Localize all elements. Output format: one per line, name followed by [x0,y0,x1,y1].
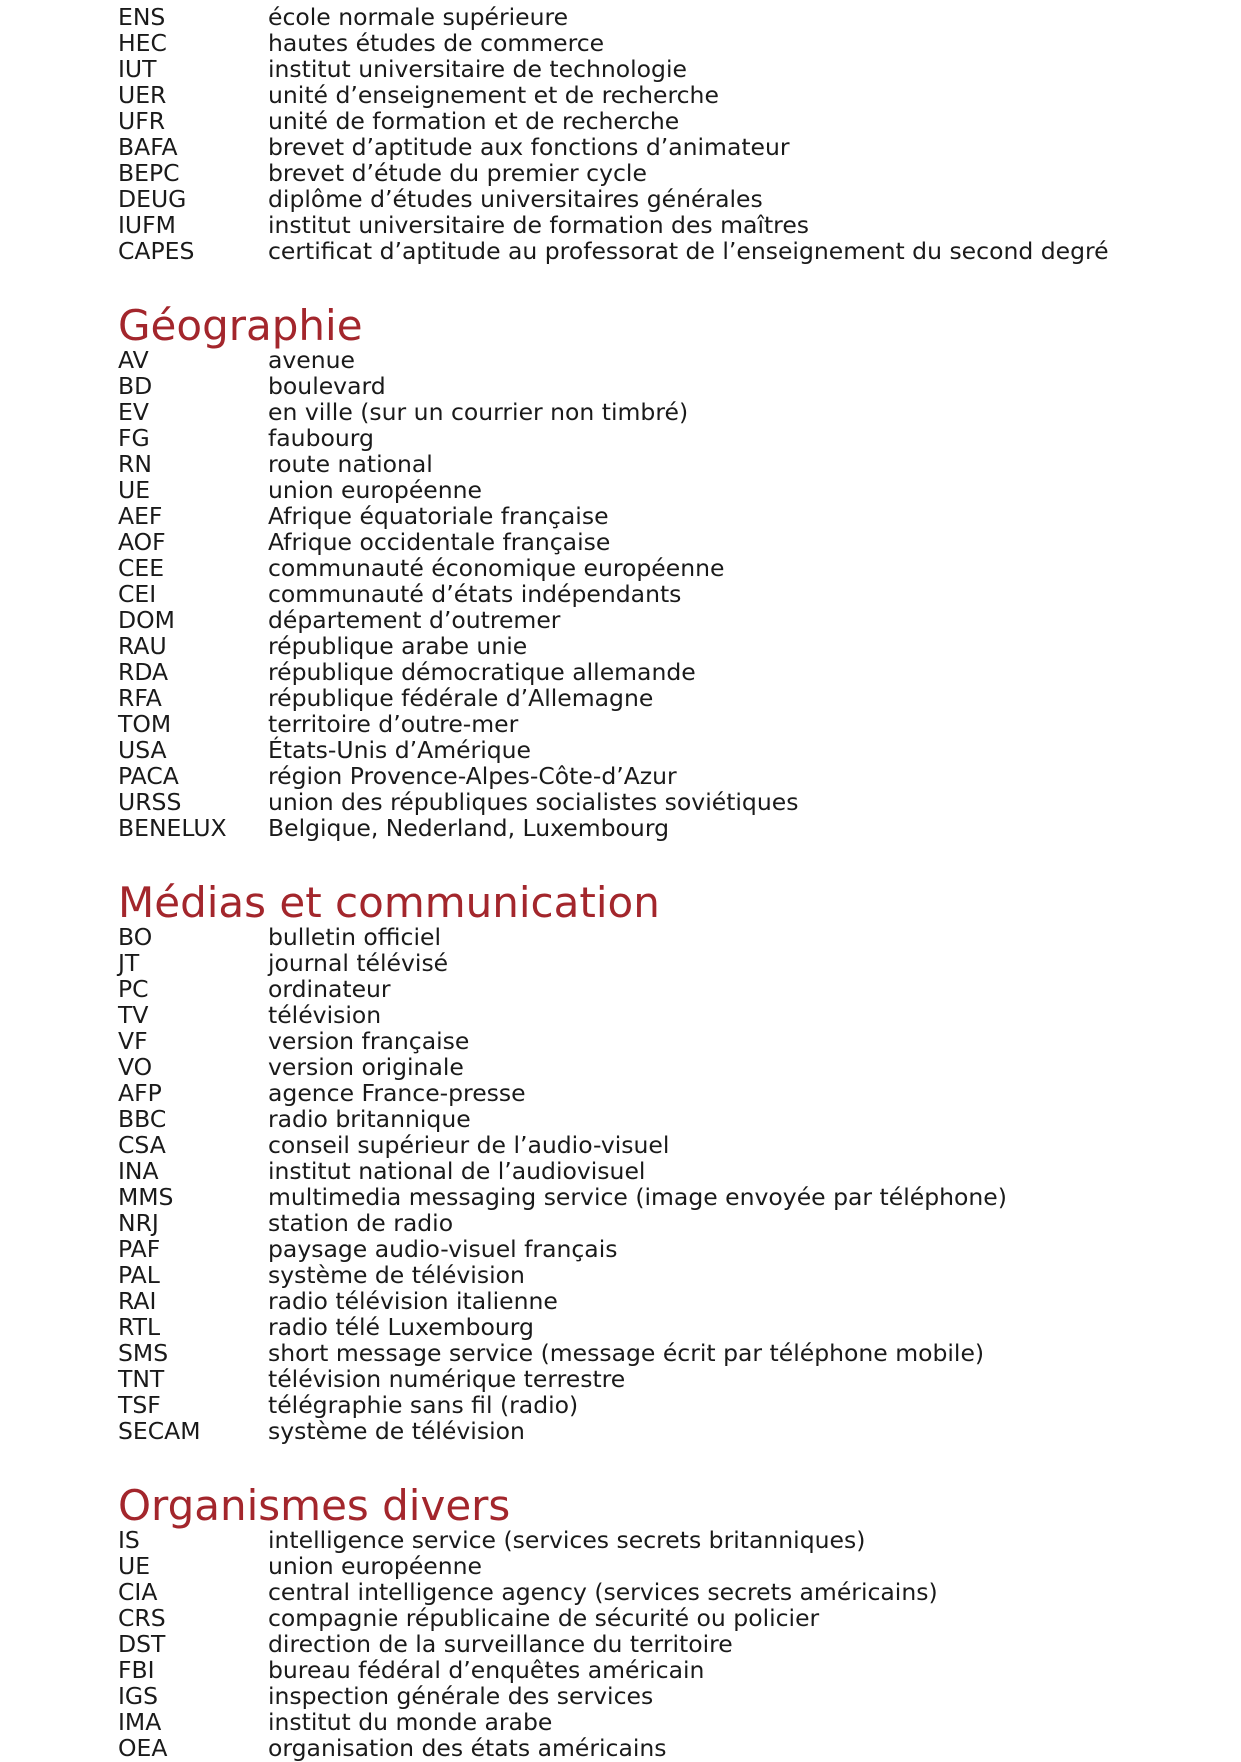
abbreviation: AV [118,346,149,374]
abbreviation-row [118,529,1218,555]
definition: union européenne [268,1552,483,1580]
abbreviation: OEA [118,1734,168,1762]
definition: brevet d’aptitude aux fonctions d’animateur [268,133,790,161]
abbreviation: VO [118,1053,153,1081]
definition: paysage audio-visuel français [268,1235,618,1263]
abbreviation: FBI [118,1656,155,1684]
definition: république arabe unie [268,632,528,660]
section-heading: Organismes divers [118,1481,511,1530]
abbreviation-row [118,815,1218,841]
abbreviation-row [118,1184,1218,1210]
definition: compagnie républicaine de sécurité ou policier [268,1604,820,1632]
definition: union européenne [268,476,483,504]
definition: bulletin officiel [268,923,441,951]
abbreviation-row [118,659,1218,685]
abbreviation-row [118,1002,1218,1028]
abbreviation: BD [118,372,153,400]
definition: version originale [268,1053,464,1081]
abbreviation: HEC [118,29,167,57]
abbreviation: RAI [118,1287,157,1315]
abbreviation: USA [118,736,167,764]
abbreviation-row [118,976,1218,1002]
definition: unité d’enseignement et de recherche [268,81,719,109]
section [118,878,1218,1445]
definition: boulevard [268,372,386,400]
abbreviation: TNT [118,1365,165,1393]
definition: institut national de l’audiovisuel [268,1157,646,1185]
abbreviation: AFP [118,1079,162,1107]
abbreviation: RTL [118,1313,161,1341]
abbreviation: SMS [118,1339,169,1367]
abbreviation: IS [118,1526,140,1554]
abbreviation: JT [118,949,140,977]
abbreviation: DST [118,1630,166,1658]
abbreviation: BENELUX [118,814,227,842]
abbreviation-row [118,1418,1218,1444]
definition: diplôme d’études universitaires générales [268,185,763,213]
abbreviation: DEUG [118,185,187,213]
abbreviation: CRS [118,1604,166,1632]
abbreviation-row [118,1735,1218,1761]
definition: direction de la surveillance du territoire [268,1630,733,1658]
abbreviation-row [118,737,1218,763]
abbreviation: CSA [118,1131,166,1159]
definition: station de radio [268,1209,454,1237]
definition: conseil supérieur de l’audio-visuel [268,1131,670,1159]
abbreviation-row [118,711,1218,737]
abbreviation: TOM [118,710,172,738]
abbreviation-row [118,1158,1218,1184]
abbreviation-row [118,1028,1218,1054]
abbreviation: BO [118,923,153,951]
abbreviation-row [118,1579,1218,1605]
abbreviation-row [118,685,1218,711]
abbreviation-row [118,789,1218,815]
section [118,1481,1218,1762]
definition: république démocratique allemande [268,658,696,686]
abbreviation: ENS [118,3,166,31]
abbreviation-row [118,1631,1218,1657]
abbreviation: CIA [118,1578,158,1606]
abbreviation-row [118,82,1218,108]
abbreviation-row [118,425,1218,451]
abbreviation: UFR [118,107,166,135]
abbreviation-row [118,1527,1218,1553]
definition: école normale supérieure [268,3,569,31]
abbreviation: UE [118,1552,151,1580]
definition: système de télévision [268,1261,525,1289]
definition: institut du monde arabe [268,1708,553,1736]
abbreviation-row [118,451,1218,477]
definition: route national [268,450,433,478]
abbreviation-row [118,1132,1218,1158]
abbreviation: IMA [118,1708,162,1736]
abbreviation-row [118,581,1218,607]
definition: hautes études de commerce [268,29,605,57]
definition: unité de formation et de recherche [268,107,680,135]
abbreviation: BAFA [118,133,178,161]
abbreviation: IUFM [118,211,176,239]
abbreviation: DOM [118,606,175,634]
abbreviation-row [118,373,1218,399]
section-heading: Géographie [118,301,363,350]
definition: territoire d’outre-mer [268,710,519,738]
definition: Afrique équatoriale française [268,502,609,530]
abbreviation-row [118,238,1218,264]
abbreviation: RAU [118,632,167,660]
definition: faubourg [268,424,374,452]
definition: communauté économique européenne [268,554,725,582]
abbreviation: IUT [118,55,157,83]
abbreviation-row [118,1605,1218,1631]
definition: région Provence-Alpes-Côte-d’Azur [268,762,677,790]
definition: organisation des états américains [268,1734,667,1762]
definition: Belgique, Nederland, Luxembourg [268,814,669,842]
abbreviation-row [118,186,1218,212]
abbreviation: RFA [118,684,162,712]
abbreviation-row [118,1683,1218,1709]
abbreviation: PAL [118,1261,160,1289]
abbreviation: RN [118,450,152,478]
definition: intelligence service (services secrets britanniques) [268,1526,866,1554]
definition: central intelligence agency (services secrets américains) [268,1578,938,1606]
definition: union des républiques socialistes soviétiques [268,788,799,816]
abbreviation-row [118,30,1218,56]
abbreviation: TV [118,1001,149,1029]
section [118,4,1218,264]
definition: certificat d’aptitude au professorat de l’enseignement du second degré [268,237,1109,265]
definition: institut universitaire de technologie [268,55,687,83]
definition: Afrique occidentale française [268,528,611,556]
definition: États-Unis d’Amérique [268,736,532,764]
abbreviation-row [118,4,1218,30]
abbreviation-row [118,1210,1218,1236]
abbreviation-row [118,1553,1218,1579]
definition: république fédérale d’Allemagne [268,684,654,712]
definition: système de télévision [268,1417,525,1445]
definition: radio britannique [268,1105,471,1133]
definition: radio télé Luxembourg [268,1313,534,1341]
abbreviation-row [118,1080,1218,1106]
section-heading: Médias et communication [118,878,660,927]
abbreviation: CAPES [118,237,195,265]
abbreviation-row [118,347,1218,373]
abbreviation-row [118,399,1218,425]
definition: ordinateur [268,975,391,1003]
definition: agence France-presse [268,1079,526,1107]
abbreviation-row [118,212,1218,238]
definition: en ville (sur un courrier non timbré) [268,398,689,426]
abbreviation-row [118,503,1218,529]
definition: multimedia messaging service (image envoyée par téléphone) [268,1183,1007,1211]
abbreviation: FG [118,424,150,452]
abbreviation: SECAM [118,1417,201,1445]
definition: brevet d’étude du premier cycle [268,159,647,187]
definition: avenue [268,346,356,374]
abbreviation-row [118,1392,1218,1418]
definition: télévision [268,1001,382,1029]
abbreviation-row [118,1262,1218,1288]
abbreviation-row [118,56,1218,82]
abbreviation-row [118,1236,1218,1262]
abbreviation-row [118,477,1218,503]
abbreviation-row [118,950,1218,976]
abbreviation: UER [118,81,167,109]
definition: communauté d’états indépendants [268,580,682,608]
definition: version française [268,1027,470,1055]
definition: bureau fédéral d’enquêtes américain [268,1656,705,1684]
abbreviation-row [118,763,1218,789]
abbreviation-row [118,1288,1218,1314]
definition: inspection générale des services [268,1682,654,1710]
abbreviation-document [118,4,1218,1761]
definition: télégraphie sans fil (radio) [268,1391,579,1419]
abbreviation: URSS [118,788,182,816]
abbreviation: RDA [118,658,169,686]
definition: département d’outremer [268,606,561,634]
abbreviation-row [118,1657,1218,1683]
abbreviation-row [118,1054,1218,1080]
abbreviation: AEF [118,502,163,530]
abbreviation: TSF [118,1391,161,1419]
abbreviation-row [118,1106,1218,1132]
abbreviation: AOF [118,528,166,556]
abbreviation: PACA [118,762,179,790]
abbreviation-row [118,1709,1218,1735]
abbreviation: INA [118,1157,159,1185]
section [118,301,1218,842]
definition: institut universitaire de formation des maîtres [268,211,810,239]
abbreviation: PC [118,975,149,1003]
abbreviation: BEPC [118,159,180,187]
abbreviation-row [118,633,1218,659]
abbreviation: IGS [118,1682,159,1710]
abbreviation-row [118,1366,1218,1392]
abbreviation: BBC [118,1105,167,1133]
definition: radio télévision italienne [268,1287,558,1315]
abbreviation: UE [118,476,151,504]
abbreviation: CEE [118,554,165,582]
abbreviation: NRJ [118,1209,159,1237]
abbreviation: PAF [118,1235,161,1263]
abbreviation: CEI [118,580,157,608]
abbreviation: VF [118,1027,148,1055]
abbreviation-row [118,924,1218,950]
abbreviation: MMS [118,1183,174,1211]
abbreviation-row [118,160,1218,186]
abbreviation-row [118,134,1218,160]
definition: journal télévisé [268,949,449,977]
abbreviation-row [118,108,1218,134]
definition: télévision numérique terrestre [268,1365,626,1393]
definition: short message service (message écrit par téléphone mobile) [268,1339,985,1367]
abbreviation-row [118,1314,1218,1340]
abbreviation-row [118,555,1218,581]
abbreviation: EV [118,398,149,426]
abbreviation-row [118,607,1218,633]
abbreviation-row [118,1340,1218,1366]
